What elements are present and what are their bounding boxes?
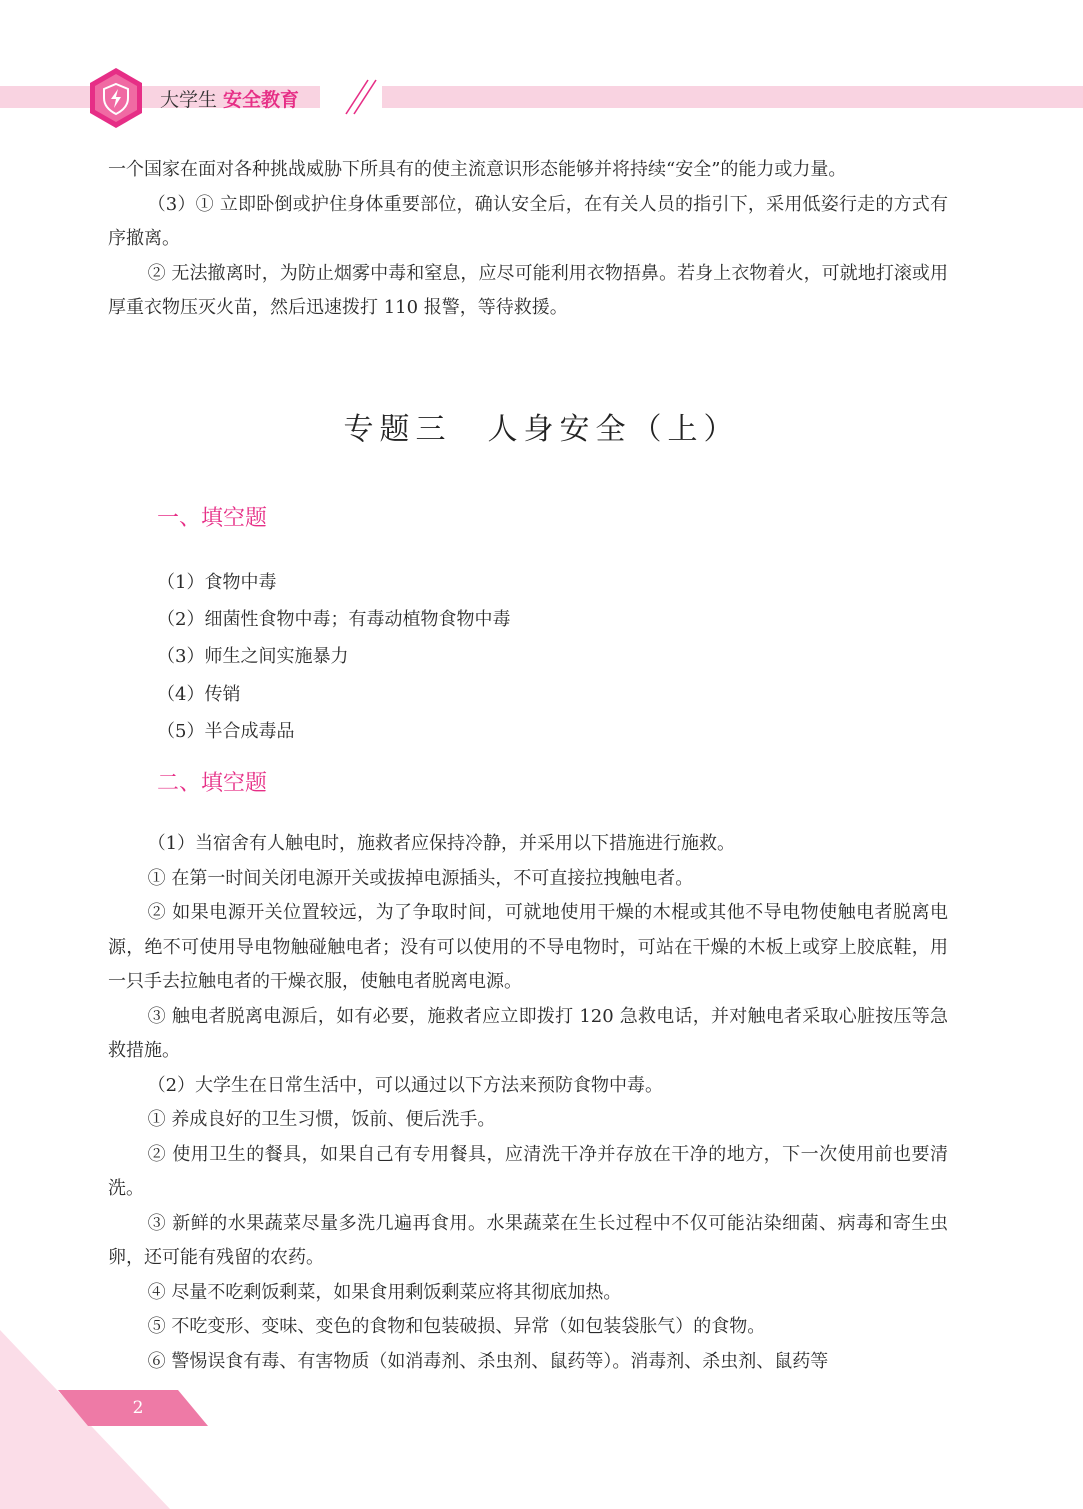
part-one-answers [157, 564, 510, 750]
book-title [160, 88, 299, 112]
paragraph: ③ 新鲜的水果蔬菜尽量多洗几遍再食用。水果蔬菜在生长过程中不仅可能沾染细菌、病毒和寄生虫卵，还可能有残留的农药。 [108, 1212, 948, 1268]
answer-item: （3）师生之间实施暴力 [157, 646, 349, 668]
paragraph: 一个国家在面对各种挑战威胁下所具有的使主流意识形态能够并将持续“安全”的能力或力量。 [108, 159, 847, 180]
shield-bolt-icon [88, 67, 144, 129]
paragraph: ⑥ 警惕误食有毒、有害物质（如消毒剂、杀虫剂、鼠药等）。消毒剂、杀虫剂、鼠药等 [147, 1350, 829, 1372]
book-title-plain: 大学生 [160, 89, 218, 111]
answer-item: （1）食物中毒 [157, 572, 277, 593]
answer-item: （2）细菌性食物中毒；有毒动植物食物中毒 [157, 609, 511, 631]
paragraph: ③ 触电者脱离电源后，如有必要，施救者应立即拨打 120 急救电话，并对触电者采取心脏按压等急救措施。 [108, 1005, 948, 1061]
part-two-heading: 二、填空题 [157, 771, 268, 796]
book-title-accent: 安全教育 [223, 89, 300, 111]
page-number: 2 [132, 1398, 144, 1418]
paragraph: ② 如果电源开关位置较远，为了争取时间，可就地使用干燥的木棍或其他不导电物使触电者脱离电源，绝不可使用导电物触碰触电者；没有可以使用的不导电物时，可站在干燥的木板上或穿上胶底鞋，用一只手去拉触电者的干燥衣服，使触电者脱离电源。 [108, 902, 948, 992]
part-one-heading: 一、填空题 [157, 506, 268, 531]
paragraph: ② 无法撤离时，为防止烟雾中毒和窒息，应尽可能利用衣物捂鼻。若身上衣物着火，可就地打滚或用厚重衣物压灭火苗，然后迅速拨打 110 报警，等待救援。 [108, 262, 948, 318]
paragraph: （3）① 立即卧倒或护住身体重要部位，确认安全后，在有关人员的指引下，采用低姿行走的方式有序撤离。 [108, 193, 948, 249]
paragraph: ④ 尽量不吃剩饭剩菜，如果食用剩饭剩菜应将其彻底加热。 [147, 1281, 622, 1303]
paragraph: （1）当宿舍有人触电时，施救者应保持冷静，并采用以下措施进行施救。 [147, 833, 736, 854]
part-two-text [108, 827, 948, 1379]
paragraph: ① 养成良好的卫生习惯，饭前、便后洗手。 [147, 1109, 496, 1130]
paragraph: ⑤ 不吃变形、变味、变色的食物和包装破损、异常（如包装袋胀气）的食物。 [147, 1316, 766, 1337]
paragraph: （2）大学生在日常生活中，可以通过以下方法来预防食物中毒。 [147, 1074, 664, 1096]
answer-item: （5）半合成毒品 [157, 720, 295, 742]
section-title: 专题三 人身安全（上） [343, 412, 740, 447]
double-slash-icon [342, 76, 382, 116]
paragraph: ① 在第一时间关闭电源开关或拔掉电源插头，不可直接拉拽触电者。 [147, 867, 694, 889]
intro-text [108, 153, 948, 326]
answer-item: （4）传销 [157, 683, 241, 705]
paragraph: ② 使用卫生的餐具，如果自己有专用餐具，应清洗干净并存放在干净的地方，下一次使用前也要清洗。 [108, 1143, 948, 1199]
